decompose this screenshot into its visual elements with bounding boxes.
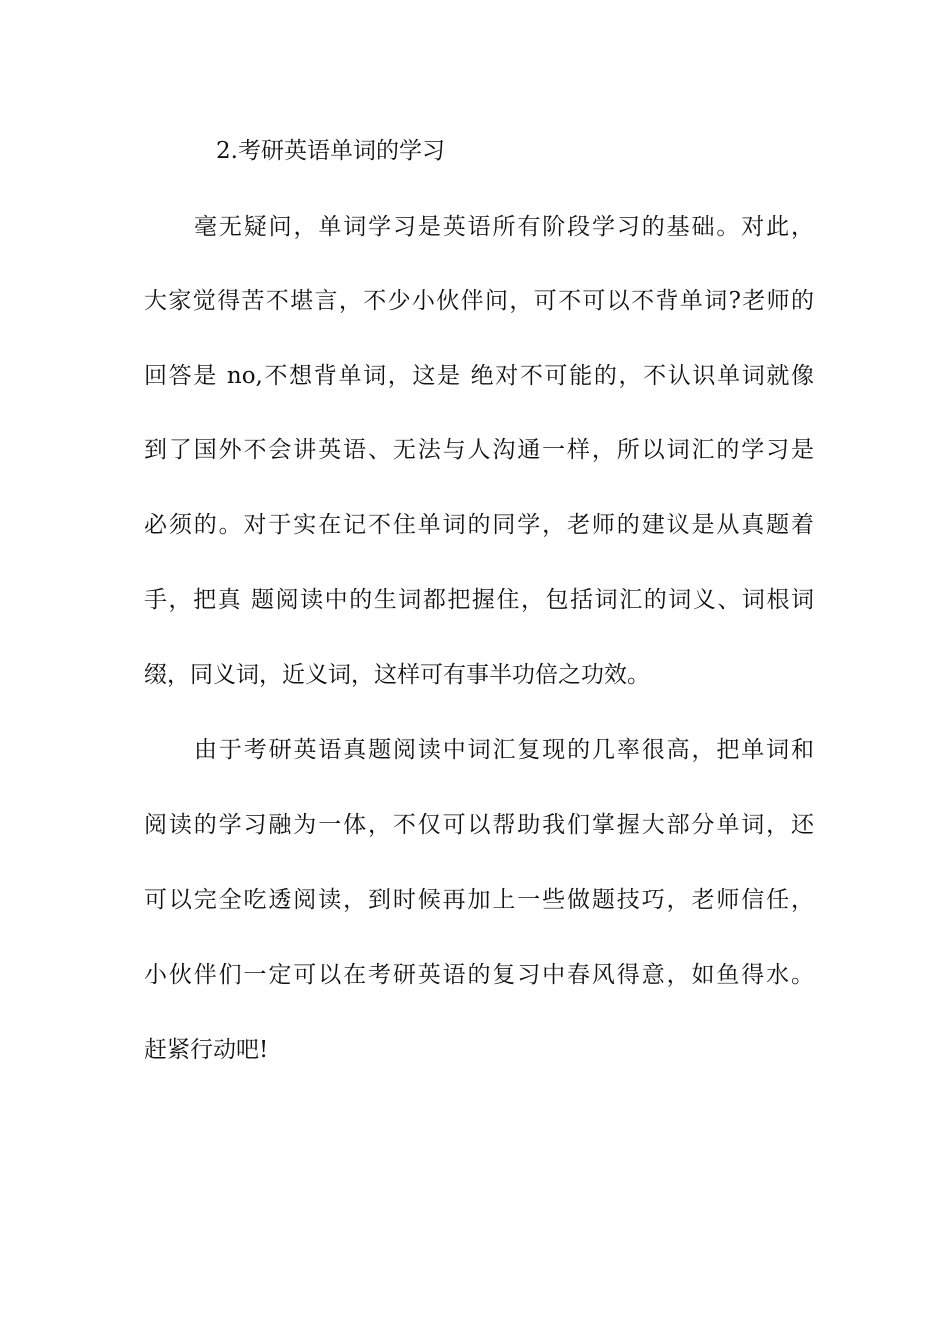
paragraph-line: 赶紧行动吧! [144, 1037, 269, 1063]
paragraph-line: 可以完全吃透阅读，到时候再加上一些做题技巧，老师信任， [144, 887, 814, 913]
paragraph-line: 回答是 no,不想背单词，这是 绝对不可能的，不认识单词就像 [144, 363, 814, 389]
paragraph-line: 缀，同义词，近义词，这样可有事半功倍之功效。 [144, 662, 650, 688]
paragraph-line: 毫无疑问，单词学习是英语所有阶段学习的基础。对此， [194, 214, 814, 240]
paragraph-line: 必须的。对于实在记不住单词的同学，老师的建议是从真题着 [144, 512, 814, 538]
paragraph-line: 阅读的学习融为一体，不仅可以帮助我们掌握大部分单词，还 [144, 812, 814, 838]
paragraph-line: 大家觉得苦不堪言，不少小伙伴问，可不可以不背单词?老师的 [144, 288, 814, 314]
section-heading: 2.考研英语单词的学习 [216, 138, 445, 164]
paragraph-line: 到了国外不会讲英语、无法与人沟通一样，所以词汇的学习是 [144, 437, 814, 463]
paragraph-line: 手，把真 题阅读中的生词都把握住，包括词汇的词义、词根词 [144, 587, 814, 613]
paragraph-line: 小伙伴们一定可以在考研英语的复习中春风得意，如鱼得水。 [144, 962, 814, 988]
paragraph-line: 由于考研英语真题阅读中词汇复现的几率很高，把单词和 [194, 737, 814, 763]
